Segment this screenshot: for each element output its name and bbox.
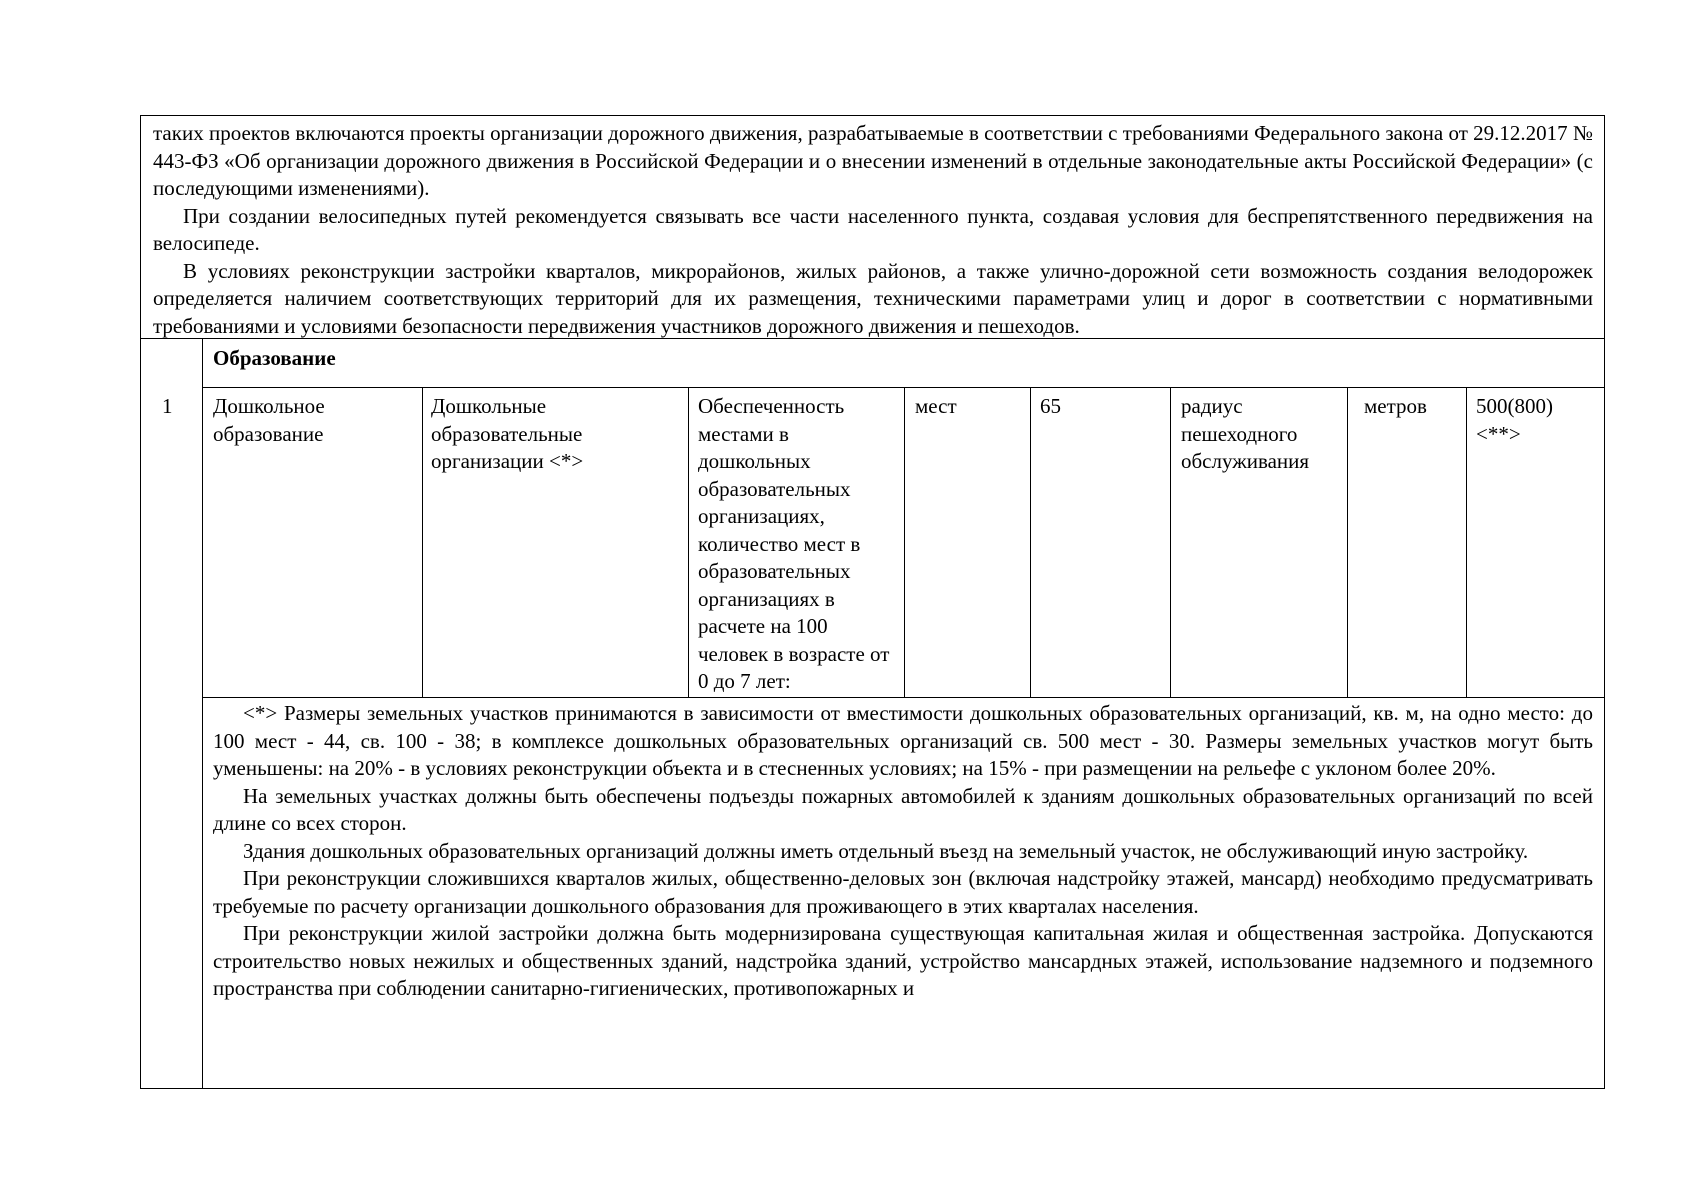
note-paragraph: При реконструкции жилой застройки должна быть модернизирована существующая капитальная жилая и общественная застройка. Допускаются строительство новых нежилых и общественных зданий, надстройка зданий, устройство мансардных этажей, использование надземного и подземного пространства при соблюдении санитарно-гигиенических, противопожарных и	[213, 921, 1593, 1000]
table-divider	[202, 339, 203, 1089]
table-divider	[1170, 387, 1171, 697]
table-divider	[688, 387, 689, 697]
note-paragraph: <*> Размеры земельных участков принимаются в зависимости от вместимости дошкольных образовательных организаций, кв. м, на одно место: до 100 мест - 44, св. 100 - 38; в комплексе дошкольных образовательных организаций св. 500 мест - 30. Размеры земельных участков могут быть уменьшены: на 20% - в условиях реконструкции объекта и в стесненных условиях; на 15% - при размещении на рельефе с уклоном более 20%.	[213, 701, 1593, 780]
table-divider	[1347, 387, 1348, 697]
row-unit: мест	[915, 394, 957, 418]
row-indicator: Обеспеченность местами в дошкольных образовательных организациях, количество мест в образовательных организациях в расчете на 100 человек в возрасте от 0 до 7 лет:	[698, 394, 890, 693]
note-paragraph: На земельных участках должны быть обеспечены подъезды пожарных автомобилей к зданиям дошкольных образовательных организаций по всей длине со всех сторон.	[213, 783, 1593, 835]
row-param-unit: метров	[1364, 394, 1427, 418]
section-title: Образование	[213, 346, 336, 370]
row-value: 65	[1040, 394, 1061, 418]
table-divider	[1466, 387, 1467, 697]
row-param-value: 500(800) <**>	[1476, 394, 1553, 446]
row-object: Дошкольные образовательные организации <*>	[431, 394, 584, 473]
table-divider	[202, 697, 1605, 698]
intro-paragraph-1: таких проектов включаются проекты организации дорожного движения, разрабатываемые в соответствии с требованиями Федерального закона от 29.12.2017 № 443-ФЗ «Об организации дорожного движения в Российской Федерации и о внесении изменений в отдельные законодательные акты Российской Федерации» (с последующими изменениями).	[153, 121, 1593, 200]
note-paragraph: При реконструкции сложившихся кварталов жилых, общественно-деловых зон (включая надстройку этажей, мансард) необходимо предусматривать требуемые по расчету организации дошкольного образования для проживающего в этих кварталах населения.	[213, 866, 1593, 918]
row-category: Дошкольное образование	[213, 394, 325, 446]
notes-block	[213, 700, 1593, 1003]
intro-paragraph-3: В условиях реконструкции застройки кварталов, микрорайонов, жилых районов, а также улично-дорожной сети возможность создания велодорожек определяется наличием соответствующих территорий для их размещения, техническими параметрами улиц и дорог в соответствии с нормативными требованиями и условиями безопасности передвижения участников дорожного движения и пешеходов.	[153, 258, 1593, 338]
table-divider	[422, 387, 423, 697]
row-number: 1	[162, 394, 173, 418]
row-param: радиус пешеходного обслуживания	[1181, 394, 1310, 473]
intro-paragraph-2: При создании велосипедных путей рекомендуется связывать все части населенного пункта, создавая условия для беспрепятственного передвижения на велосипеде.	[153, 203, 1593, 255]
intro-block	[140, 115, 1605, 339]
table-divider	[1030, 387, 1031, 697]
note-paragraph: Здания дошкольных образовательных организаций должны иметь отдельный въезд на земельный участок, не обслуживающий иную застройку.	[243, 838, 1529, 863]
table-divider	[904, 387, 905, 697]
